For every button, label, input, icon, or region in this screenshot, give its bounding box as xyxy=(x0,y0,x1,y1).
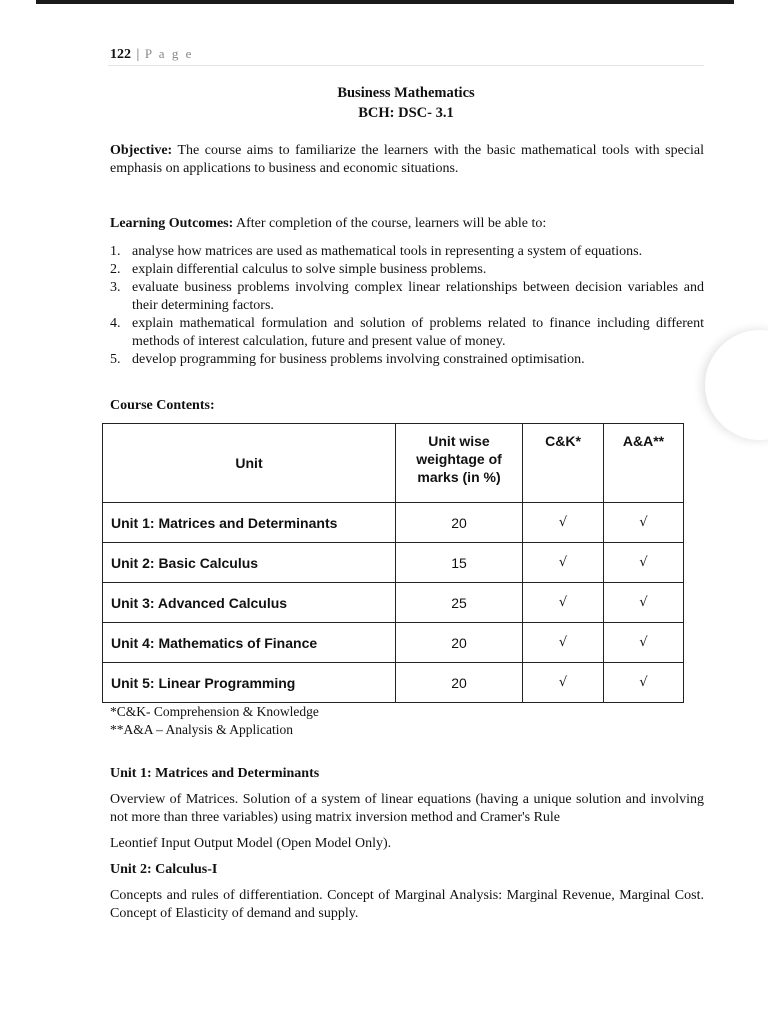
list-number: 1. xyxy=(110,244,121,259)
unit-name-cell: Unit 5: Linear Programming xyxy=(103,663,396,703)
unit1-paragraph-2: Leontief Input Output Model (Open Model Only). xyxy=(110,836,392,851)
unit-name-cell: Unit 3: Advanced Calculus xyxy=(103,583,396,623)
unit1-paragraph-1: Overview of Matrices. Solution of a system of linear equations (having a unique solution and involving not more than three variables) using matrix inversion method and Cramer's Rule xyxy=(110,792,704,825)
ck-check-cell: √ xyxy=(523,663,604,703)
course-units-table xyxy=(102,423,684,703)
aa-check-cell: √ xyxy=(604,543,684,583)
table-row xyxy=(103,663,684,703)
header-weightage-line3: marks (in %) xyxy=(417,469,501,485)
weightage-cell: 20 xyxy=(396,663,523,703)
document-title xyxy=(0,83,768,123)
learning-outcomes-list xyxy=(110,243,704,369)
footnote-ck: *C&K- Comprehension & Knowledge xyxy=(110,704,319,719)
unit-name-cell: Unit 4: Mathematics of Finance xyxy=(103,623,396,663)
unit1-heading: Unit 1: Matrices and Determinants xyxy=(110,766,320,781)
aa-check-cell: √ xyxy=(604,503,684,543)
weightage-cell: 20 xyxy=(396,503,523,543)
unit2-paragraph-1: Concepts and rules of differentiation. Concept of Marginal Analysis: Marginal Revenue, Marginal Cost. Concept of Elasticity of demand and supply. xyxy=(110,888,704,921)
weightage-cell: 15 xyxy=(396,543,523,583)
table-row xyxy=(103,623,684,663)
header-ck-label: C&K* xyxy=(545,433,581,449)
table-header-row xyxy=(103,424,684,503)
list-item xyxy=(110,351,704,369)
header-ck xyxy=(523,424,604,503)
weightage-cell: 20 xyxy=(396,623,523,663)
list-number: 3. xyxy=(110,280,121,295)
aa-check-cell: √ xyxy=(604,663,684,703)
aa-check-cell: √ xyxy=(604,623,684,663)
list-item xyxy=(110,243,704,261)
header-aa xyxy=(604,424,684,503)
footnote-aa: **A&A – Analysis & Application xyxy=(110,722,294,737)
course-code: BCH: DSC- 3.1 xyxy=(358,105,454,121)
list-number: 4. xyxy=(110,316,121,331)
header-weightage xyxy=(396,424,523,503)
top-border-bar xyxy=(36,0,734,4)
unit-name-cell: Unit 2: Basic Calculus xyxy=(103,543,396,583)
list-item xyxy=(110,279,704,315)
table-row xyxy=(103,503,684,543)
objective-text: The course aims to familiarize the learners with the basic mathematical tools with special emphasis on applications to business and economic situations. xyxy=(110,143,704,176)
table-row xyxy=(103,543,684,583)
unit-name-cell: Unit 1: Matrices and Determinants xyxy=(103,503,396,543)
ck-check-cell: √ xyxy=(523,583,604,623)
weightage-cell: 25 xyxy=(396,583,523,623)
page-number: 122 xyxy=(110,47,131,62)
ck-check-cell: √ xyxy=(523,623,604,663)
list-number: 5. xyxy=(110,352,121,367)
page-edge-curl xyxy=(705,330,768,440)
header-divider xyxy=(108,65,704,66)
unit2-heading: Unit 2: Calculus-I xyxy=(110,862,218,877)
list-text: develop programming for business problems involving constrained optimisation. xyxy=(132,352,585,367)
list-text: explain mathematical formulation and solution of problems related to finance including different methods of interest calculation, future and present value of money. xyxy=(132,316,704,349)
ck-check-cell: √ xyxy=(523,503,604,543)
header-weightage-line2: weightage of xyxy=(416,451,502,467)
learning-outcomes-label: Learning Outcomes: xyxy=(110,216,234,231)
list-item xyxy=(110,261,704,279)
list-number: 2. xyxy=(110,262,121,277)
page-word: P a g e xyxy=(144,46,194,61)
page-separator: | xyxy=(136,47,140,62)
course-contents-heading: Course Contents: xyxy=(110,398,215,413)
learning-outcomes-intro-text: After completion of the course, learners will be able to: xyxy=(236,216,547,231)
list-text: analyse how matrices are used as mathematical tools in representing a system of equations. xyxy=(132,244,643,259)
objective-paragraph xyxy=(110,142,704,178)
learning-outcomes-intro xyxy=(110,215,704,233)
header-weightage-line1: Unit wise xyxy=(428,433,490,449)
aa-check-cell: √ xyxy=(604,583,684,623)
objective-label: Objective: xyxy=(110,143,173,158)
list-text: explain differential calculus to solve simple business problems. xyxy=(132,262,487,277)
list-text: evaluate business problems involving complex linear relationships between decision variables and their determining factors. xyxy=(132,280,704,313)
page-header xyxy=(110,46,193,63)
ck-check-cell: √ xyxy=(523,543,604,583)
header-unit: Unit xyxy=(103,424,396,503)
list-item xyxy=(110,315,704,351)
header-aa-label: A&A** xyxy=(622,433,665,449)
table-row xyxy=(103,583,684,623)
course-title: Business Mathematics xyxy=(337,85,475,101)
